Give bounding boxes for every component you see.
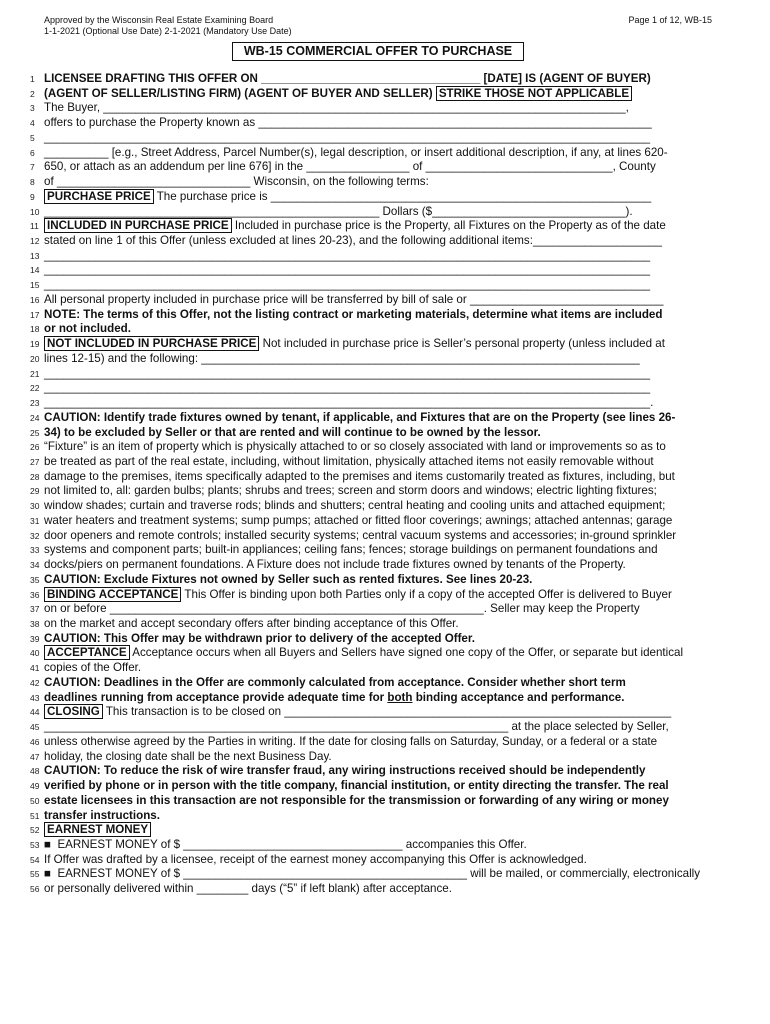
line-text: CAUTION: Deadlines in the Offer are commonly calculated from acceptance. Consider whether short term (44, 675, 626, 689)
form-line (30, 646, 730, 661)
form-line (30, 676, 730, 691)
line-text: This Offer is binding upon both Parties only if a copy of the accepted Offer is delivered to Buyer (181, 587, 672, 601)
line-text: on or before __________________________________________________________. Seller may keep the Property (44, 602, 640, 616)
line-text: ______________________________________________________________________________________________ (44, 366, 651, 380)
section-heading: INCLUDED IN PURCHASE PRICE (44, 218, 232, 233)
line-text: ______________________________________________________________________________________________ (44, 248, 651, 262)
line-number: 49 (30, 781, 40, 792)
line-text: door openers and remote controls; installed security systems; central vacuum systems and accessories; in-ground sprinkler (44, 528, 677, 542)
line-number: 51 (30, 810, 40, 821)
line-text: ______________________________________________________________________________________________ (44, 381, 651, 395)
line-text: __________ [e.g., Street Address, Parcel Number(s), legal description, or insert additional description, if any, at lines 620- (44, 145, 668, 159)
form-line (30, 160, 730, 175)
form-line (30, 278, 730, 293)
line-text: ■ EARNEST MONEY of $ __________________________________ accompanies this Offer. (44, 837, 527, 851)
header-approval (44, 15, 292, 37)
section-heading: PURCHASE PRICE (44, 189, 154, 204)
line-text: CAUTION: To reduce the risk of wire transfer fraud, any wiring instructions received should be independently (44, 764, 646, 778)
line-number: 28 (30, 471, 40, 482)
line-text: The purchase price is ___________________________________________________________ (153, 189, 652, 203)
line-text: systems and component parts; built-in appliances; ceiling fans; fences; storage buildings on permanent foundations and (44, 543, 658, 557)
form-line (30, 470, 730, 485)
form-line (30, 558, 730, 573)
line-number: 5 (30, 132, 35, 143)
line-text: All personal property included in purchase price will be transferred by bill of sale or ______________________________ (44, 292, 664, 306)
line-text: stated on line 1 of this Offer (unless excluded at lines 20-23), and the following additional items:____________________ (44, 234, 662, 248)
line-number: 12 (30, 236, 40, 247)
line-text: or personally delivered within ________ days (“5” if left blank) after acceptance. (44, 882, 452, 896)
line-number: 44 (30, 707, 40, 718)
line-number: 6 (30, 147, 35, 158)
line-number: 25 (30, 427, 40, 438)
line-text: binding acceptance and performance. (412, 690, 625, 704)
line-number: 39 (30, 633, 40, 644)
line-number: 53 (30, 839, 40, 850)
form-line (30, 853, 730, 868)
form-line (30, 720, 730, 735)
line-text: of ______________________________ Wisconsin, on the following terms: (44, 175, 429, 189)
line-number: 9 (30, 191, 35, 202)
line-text: LICENSEE DRAFTING THIS OFFER ON __________________________________ [DATE] IS (AGENT OF BUYER) (44, 72, 651, 85)
line-number: 54 (30, 854, 40, 865)
line-text: damage to the premises, items specifically adapted to the premises and items customarily treated as fixtures, including, but (44, 469, 675, 483)
line-number: 32 (30, 530, 40, 541)
form-line (30, 263, 730, 278)
line-text: or not included. (44, 322, 131, 336)
line-text: Included in purchase price is the Property, all Fixtures on the Property as of the date (231, 219, 666, 233)
line-text: “Fixture” is an item of property which is physically attached to or so closely associated with land or improvements so as to (44, 440, 666, 454)
form-line (30, 367, 730, 382)
line-number: 55 (30, 869, 40, 880)
form-line (30, 396, 730, 411)
section-heading: BINDING ACCEPTANCE (44, 587, 181, 602)
form-line (30, 838, 730, 853)
line-number: 22 (30, 383, 40, 394)
line-text: holiday, the closing date shall be the next Business Day. (44, 749, 332, 763)
line-number: 43 (30, 692, 40, 703)
line-text: (AGENT OF SELLER/LISTING FIRM) (AGENT OF BUYER AND SELLER) (44, 86, 436, 100)
line-text: water heaters and treatment systems; sump pumps; attached or fitted floor coverings; awnings; attached antennas; garage (44, 513, 673, 527)
line-text: 650, or attach as an addendum per line 676] in the ________________ of _____________________________, County (44, 160, 656, 174)
form-line (30, 750, 730, 765)
line-number: 16 (30, 294, 40, 305)
line-number: 56 (30, 884, 40, 895)
line-number: 11 (30, 221, 39, 232)
line-number: 24 (30, 412, 40, 423)
form-line (30, 809, 730, 824)
line-number: 29 (30, 486, 40, 497)
form-line (30, 529, 730, 544)
line-text: ______________________________________________________________________________________________. (44, 396, 654, 410)
header-dates-text: 1-1-2021 (Optional Use Date) 2-1-2021 (Mandatory Use Date) (44, 26, 292, 36)
line-number: 23 (30, 398, 40, 409)
form-line (30, 381, 730, 396)
line-text: ____________________________________________________ Dollars ($______________________________). (44, 204, 633, 218)
line-number: 19 (30, 339, 40, 350)
form-line (30, 190, 730, 205)
form-line (30, 823, 730, 838)
section-heading: NOT INCLUDED IN PURCHASE PRICE (44, 336, 259, 351)
line-number: 13 (30, 250, 40, 261)
form-line (30, 205, 730, 220)
line-number: 47 (30, 751, 40, 762)
form-line (30, 543, 730, 558)
form-line (30, 234, 730, 249)
form-line (30, 337, 730, 352)
form-line (30, 72, 730, 87)
form-line (30, 131, 730, 146)
line-number: 14 (30, 265, 40, 276)
form-line (30, 175, 730, 190)
line-number: 40 (30, 648, 40, 659)
line-text: verified by phone or in person with the title company, financial institution, or entity directing the transfer. The real (44, 779, 669, 793)
line-number: 15 (30, 280, 40, 291)
line-number: 2 (30, 88, 35, 99)
section-heading: CLOSING (44, 704, 103, 719)
form-line (30, 455, 730, 470)
form-line (30, 293, 730, 308)
form-line (30, 146, 730, 161)
line-text: ______________________________________________________________________________________________ (44, 130, 651, 144)
line-number: 34 (30, 560, 40, 571)
line-text: be treated as part of the real estate, including, without limitation, physically attached items not easily removable without (44, 454, 654, 468)
line-text: both (387, 690, 413, 704)
form-line (30, 101, 730, 116)
form-line (30, 322, 730, 337)
section-heading: STRIKE THOSE NOT APPLICABLE (436, 86, 632, 101)
form-line (30, 882, 730, 897)
form-line (30, 794, 730, 809)
line-number: 26 (30, 442, 40, 453)
form-line (30, 867, 730, 882)
line-text: lines 12-15) and the following: ____________________________________________________________________ (44, 351, 640, 365)
form-line (30, 764, 730, 779)
form-line (30, 573, 730, 588)
line-number: 17 (30, 309, 40, 320)
line-text: on the market and accept secondary offers after binding acceptance of this Offer. (44, 617, 459, 630)
line-number: 1 (30, 74, 35, 84)
form-line (30, 411, 730, 426)
line-text: CAUTION: This Offer may be withdrawn prior to delivery of the accepted Offer. (44, 631, 475, 645)
form-line (30, 514, 730, 529)
line-number: 41 (30, 663, 40, 674)
form-line (30, 484, 730, 499)
form-line (30, 661, 730, 676)
form-line (30, 308, 730, 323)
line-number: 42 (30, 677, 40, 688)
form-line (30, 602, 730, 617)
line-text: CAUTION: Exclude Fixtures not owned by Seller such as rented fixtures. See lines 20-23. (44, 572, 533, 586)
line-text: The Buyer, _________________________________________________________________________________, (44, 101, 629, 115)
line-text: offers to purchase the Property known as _____________________________________________________________ (44, 116, 652, 130)
line-number: 20 (30, 353, 40, 364)
form-line (30, 691, 730, 706)
line-text: This transaction is to be closed on ____________________________________________________________ (102, 705, 672, 719)
line-number: 52 (30, 825, 40, 836)
line-text: deadlines running from acceptance provide adequate time for (44, 690, 388, 704)
line-text: not limited to, all: garden bulbs; plants; shrubs and trees; screen and storm doors and windows; electric lighting fixtures; (44, 484, 657, 498)
form-line (30, 617, 730, 632)
header-approval-text: Approved by the Wisconsin Real Estate Examining Board (44, 15, 274, 25)
line-number: 21 (30, 368, 40, 379)
line-text: Not included in purchase price is Seller’s personal property (unless included at (259, 337, 665, 351)
line-text: window shades; curtain and traverse rods; blinds and shutters; central heating and cooling units and attached equipment; (44, 499, 666, 513)
line-number: 31 (30, 515, 40, 526)
line-text: transfer instructions. (44, 808, 160, 822)
line-number: 37 (30, 604, 40, 615)
line-number: 7 (30, 162, 35, 173)
line-text: unless otherwise agreed by the Parties in writing. If the date for closing falls on Saturday, Sunday, or a federal or a state (44, 734, 658, 748)
form-line (30, 705, 730, 720)
form-line (30, 87, 730, 102)
line-number: 18 (30, 324, 40, 335)
line-number: 50 (30, 795, 40, 806)
form-line (30, 426, 730, 441)
header-page-number: Page 1 of 12, WB-15 (628, 15, 712, 25)
line-number: 36 (30, 589, 40, 600)
line-number: 45 (30, 722, 40, 733)
line-number: 46 (30, 736, 40, 747)
line-text: Acceptance occurs when all Buyers and Sellers have signed one copy of the Offer, or separate but identical (129, 646, 684, 660)
line-text: 34) to be excluded by Seller or that are rented and will continue to be owned by the lessor. (44, 425, 541, 439)
line-text: ______________________________________________________________________________________________ (44, 278, 651, 292)
document-title: WB-15 COMMERCIAL OFFER TO PURCHASE (232, 42, 524, 61)
line-number: 30 (30, 501, 40, 512)
form-line (30, 735, 730, 750)
line-number: 33 (30, 545, 40, 556)
section-heading: EARNEST MONEY (44, 822, 151, 837)
line-text: If Offer was drafted by a licensee, receipt of the earnest money accompanying this Offer is acknowledged. (44, 852, 587, 866)
line-number: 4 (30, 118, 35, 129)
form-line (30, 588, 730, 603)
line-text: ________________________________________________________________________ at the place selected by Seller, (44, 720, 669, 734)
line-number: 38 (30, 619, 40, 629)
form-line (30, 632, 730, 647)
line-text: estate licensees in this transaction are not responsible for the transmission or forwarding of any wiring or money (44, 793, 669, 807)
line-text: NOTE: The terms of this Offer, not the listing contract or marketing materials, determine what items are included (44, 307, 663, 321)
section-heading: ACCEPTANCE (44, 645, 130, 660)
form-line (30, 499, 730, 514)
form-line (30, 219, 730, 234)
form-line (30, 352, 730, 367)
form-line (30, 249, 730, 264)
line-text: docks/piers on permanent foundations. A Fixture does not include trade fixtures owned by tenants of the Property. (44, 558, 626, 572)
line-text: ■ EARNEST MONEY of $ ____________________________________________ will be mailed, or commercially, electronically (44, 867, 701, 881)
line-number: 35 (30, 574, 40, 585)
line-number: 27 (30, 456, 40, 467)
line-text: copies of the Offer. (44, 661, 142, 675)
line-number: 48 (30, 766, 40, 777)
form-line (30, 440, 730, 455)
line-number: 8 (30, 177, 35, 188)
line-text: CAUTION: Identify trade fixtures owned by tenant, if applicable, and Fixtures that are on the Property (see lines 26- (44, 410, 676, 424)
line-number: 10 (30, 206, 40, 217)
line-number: 3 (30, 103, 35, 114)
line-text: ______________________________________________________________________________________________ (44, 263, 651, 277)
form-line (30, 116, 730, 131)
form-line (30, 779, 730, 794)
